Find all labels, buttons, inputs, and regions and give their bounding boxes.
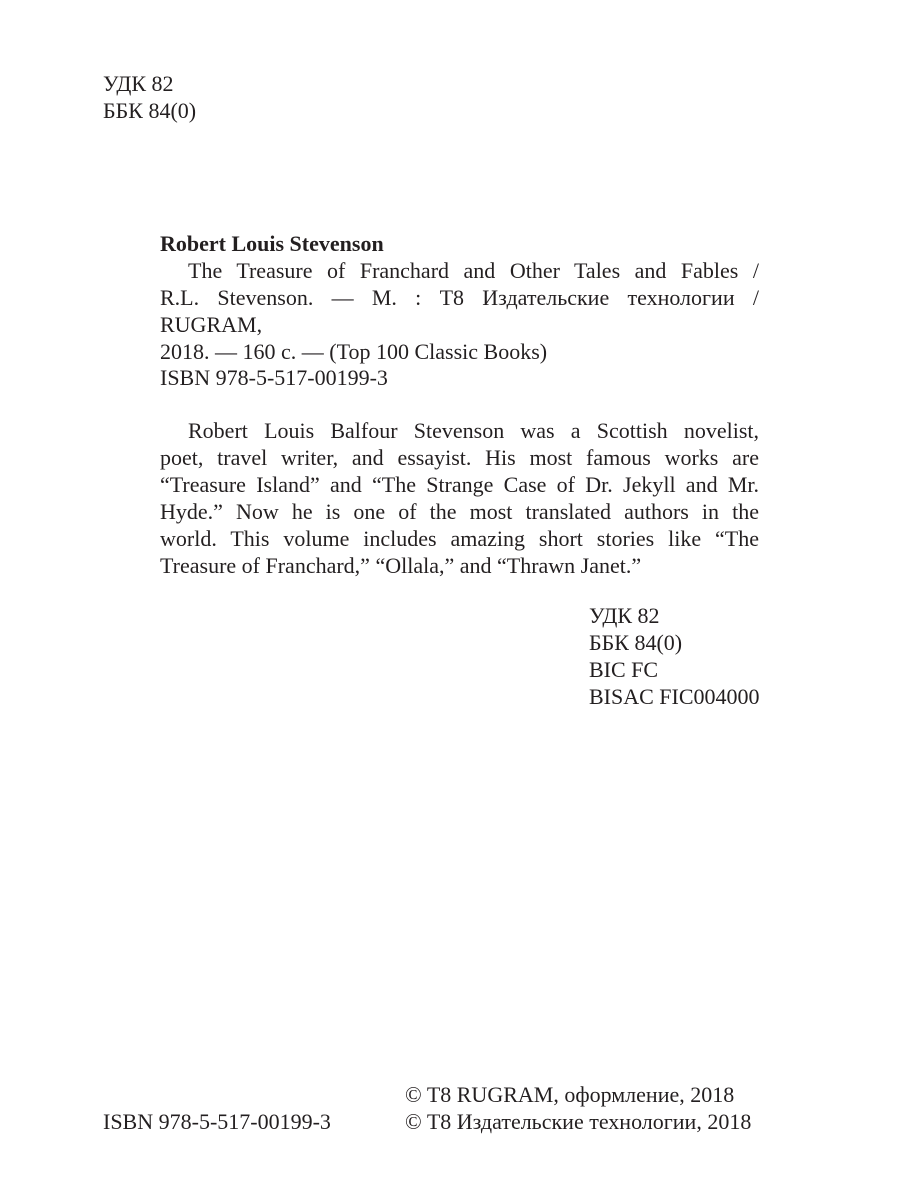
annotation-line: Hyde.” Now he is one of the most translated authors in the xyxy=(160,499,759,524)
bbk-code: ББК 84(0) xyxy=(103,98,197,123)
bbk-code: ББК 84(0) xyxy=(589,630,683,655)
author-heading: Robert Louis Stevenson xyxy=(160,231,384,256)
copyright-line: © T8 Издательские технологии, 2018 xyxy=(405,1109,752,1134)
udk-code: УДК 82 xyxy=(589,603,660,628)
isbn-footer xyxy=(103,1108,331,1135)
annotation-paragraph xyxy=(160,417,759,579)
classification-codes xyxy=(589,602,760,710)
isbn-record xyxy=(160,364,388,391)
isbn-text: ISBN 978-5-517-00199-3 xyxy=(103,1109,331,1134)
annotation-line: Robert Louis Balfour Stevenson was a Scottish novelist, xyxy=(188,418,759,443)
annotation-line: world. This volume includes amazing short stories like “The xyxy=(160,526,759,551)
annotation-line: “Treasure Island” and “The Strange Case of Dr. Jekyll and Mr. xyxy=(160,472,759,497)
bic-code: BIC FC xyxy=(589,657,659,682)
bisac-code: BISAC FIC004000 xyxy=(589,684,760,709)
annotation-line: poet, travel writer, and essayist. His most famous works are xyxy=(160,445,759,470)
isbn-text: ISBN 978-5-517-00199-3 xyxy=(160,365,388,390)
bibliographic-record xyxy=(160,230,759,365)
annotation-line: Treasure of Franchard,” “Ollala,” and “Thrawn Janet.” xyxy=(160,553,642,578)
bib-record-line: The Treasure of Franchard and Other Tales and Fables / xyxy=(188,258,759,283)
bib-record-line: 2018. — 160 с. — (Top 100 Classic Books) xyxy=(160,339,548,364)
top-classification-codes xyxy=(103,70,196,124)
copyright-line: © T8 RUGRAM, оформление, 2018 xyxy=(405,1082,735,1107)
udk-code: УДК 82 xyxy=(103,71,174,96)
copyright-notice xyxy=(405,1081,751,1135)
bib-record-line: R.L. Stevenson. — М. : T8 Издательские технологии / RUGRAM, xyxy=(160,285,759,337)
